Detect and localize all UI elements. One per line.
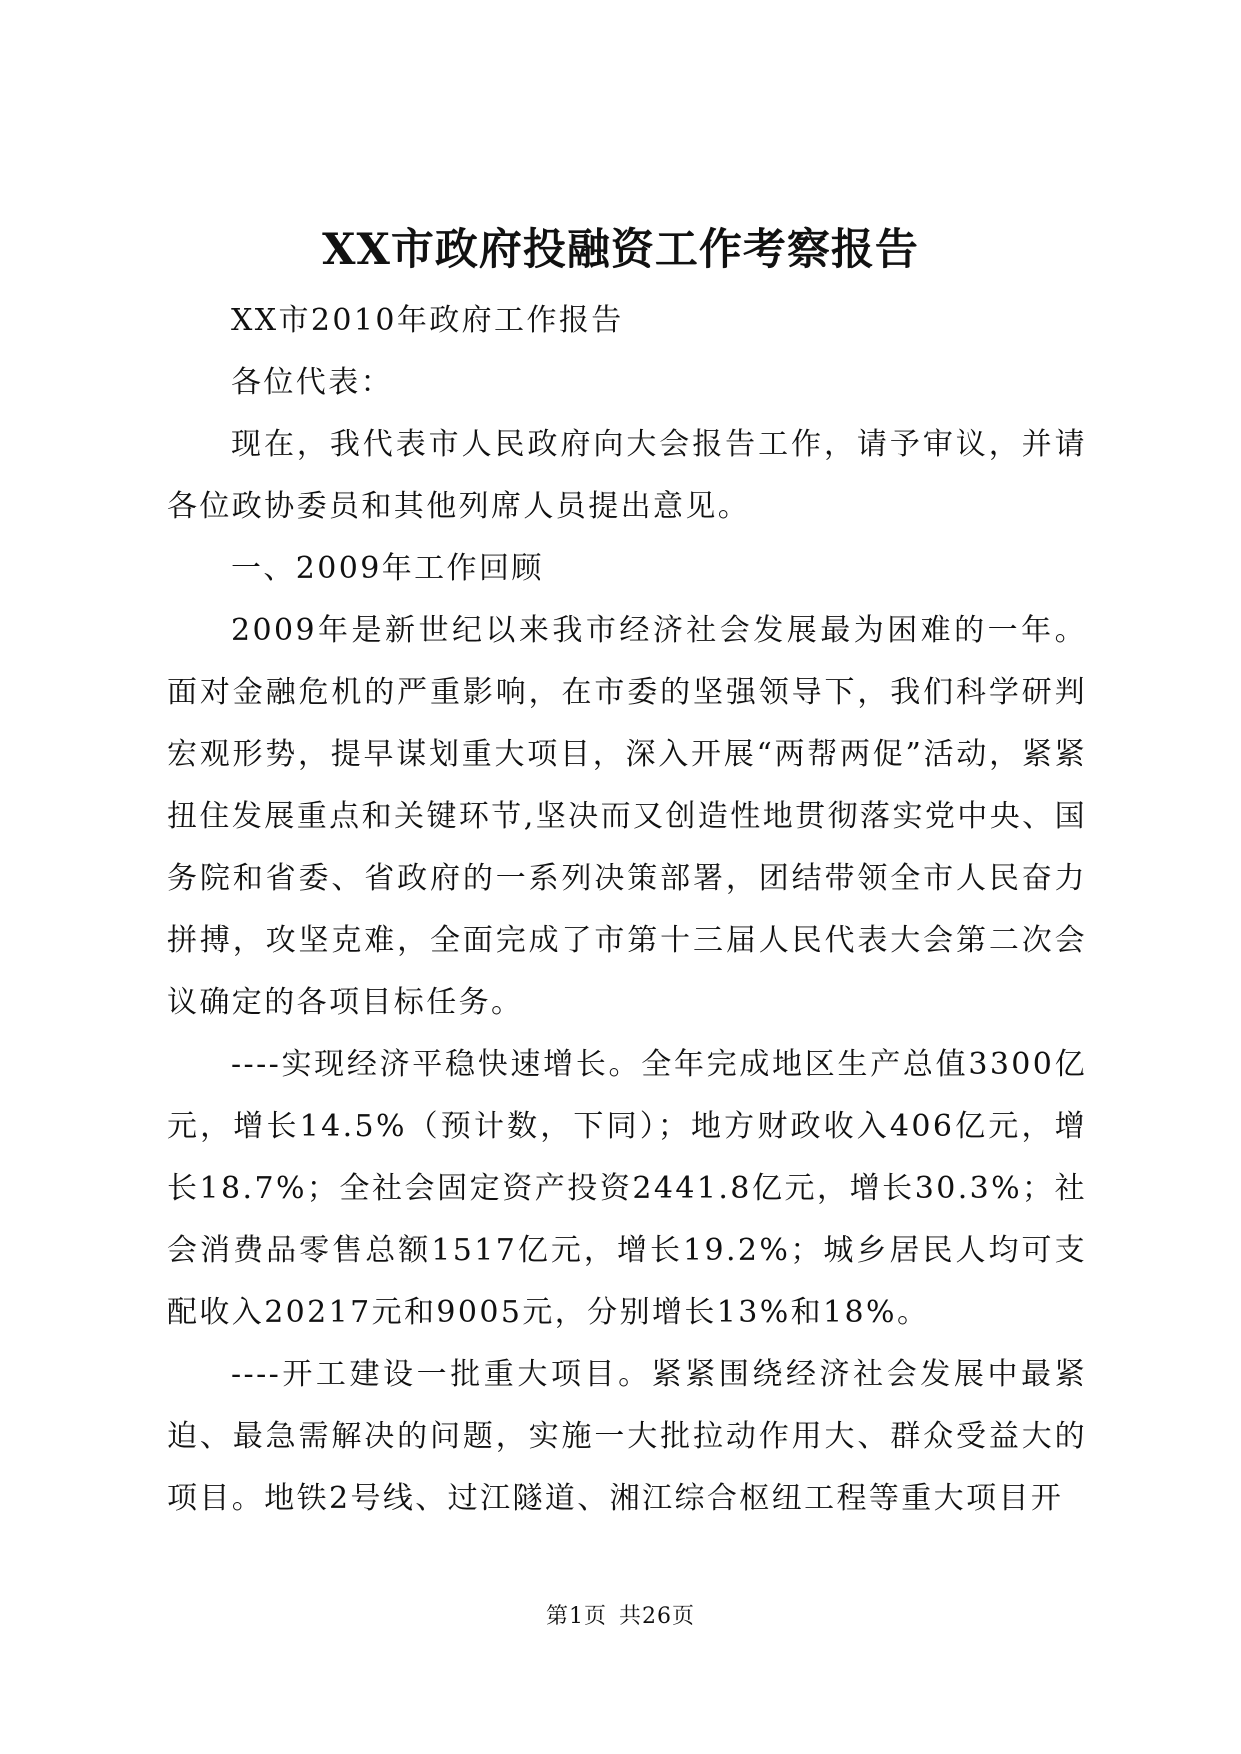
paragraph-review: 2009年是新世纪以来我市经济社会发展最为困难的一年。面对金融危机的严重影响，在市委的坚强领导下，我们科学研判宏观形势，提早谋划重大项目，深入开展“两帮两促”活动，紧紧扭住发展重点和关键环节,坚决而又创造性地贯彻落实党中央、国务院和省委、省政府的一系列决策部署，团结带领全市人民奋力拼搏，攻坚克难，全面完成了市第十三届人民代表大会第二次会议确定的各项目标任务。 — [167, 613, 1087, 1020]
page-footer — [0, 1602, 1241, 1632]
paragraph-economy: ----实现经济平稳快速增长。全年完成地区生产总值3300亿元，增长14.5%（预计数，下同）；地方财政收入406亿元，增长18.7%；全社会固定资产投资2441.8亿元，增长30.3%；社会消费品零售总额1517亿元，增长19.2%；城乡居民人均可支配收入20217元和9005元，分别增长13%和18%。 — [167, 1047, 1087, 1330]
paragraph-salutation: 各位代表： — [231, 365, 393, 400]
page-number: 第1页 — [546, 1604, 607, 1629]
document-body — [167, 290, 1087, 1530]
paragraph-intro: 现在，我代表市人民政府向大会报告工作，请予审议，并请各位政协委员和其他列席人员提出意见。 — [167, 427, 1087, 524]
paragraph-projects: ----开工建设一批重大项目。紧紧围绕经济社会发展中最紧迫、最急需解决的问题，实施一大批拉动作用大、群众受益大的项目。地铁2号线、过江隧道、湘江综合枢纽工程等重大项目开 — [167, 1357, 1087, 1516]
document-title: XX市政府投融资工作考察报告 — [322, 225, 919, 275]
section-heading: 一、2009年工作回顾 — [231, 551, 544, 586]
paragraph-subtitle: XX市2010年政府工作报告 — [231, 303, 624, 338]
page-total: 共26页 — [619, 1604, 695, 1629]
